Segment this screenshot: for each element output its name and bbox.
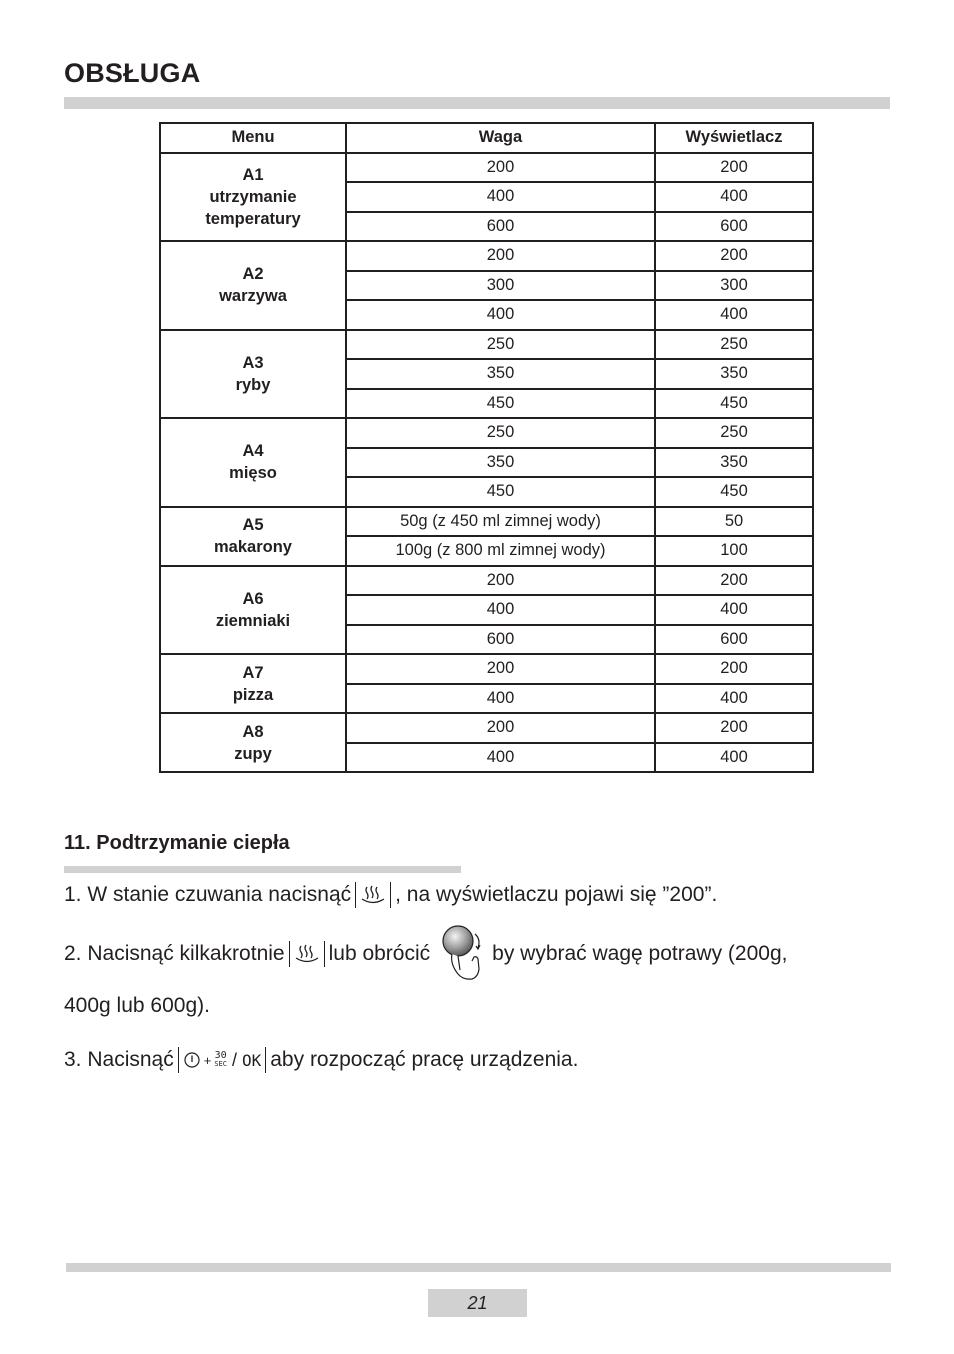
display-cell: 200 [655, 153, 813, 183]
display-cell: 600 [655, 625, 813, 655]
step-2-continuation: 400g lub 600g). [64, 994, 210, 1017]
page-title: OBSŁUGA [64, 58, 201, 88]
weight-cell: 600 [346, 212, 655, 242]
menu-code: A3 [242, 353, 264, 372]
table-row [160, 330, 813, 360]
menu-cell [160, 713, 346, 772]
menu-name: ryby [235, 375, 271, 394]
weight-cell: 50g (z 450 ml zimnej wody) [346, 507, 655, 537]
menu-cell [160, 418, 346, 507]
weight-cell: 400 [346, 684, 655, 714]
weight-cell: 200 [346, 153, 655, 183]
display-cell: 400 [655, 182, 813, 212]
dial-knob-icon [438, 924, 488, 984]
column-header: Waga [346, 123, 655, 153]
menu-name: zupy [234, 744, 272, 763]
column-header: Menu [160, 123, 346, 153]
display-cell: 100 [655, 536, 813, 566]
weight-cell: 200 [346, 713, 655, 743]
weight-cell: 600 [346, 625, 655, 655]
column-header: Wyświetlacz [655, 123, 813, 153]
display-cell: 400 [655, 743, 813, 773]
menu-code: A2 [242, 265, 264, 284]
menu-cell [160, 153, 346, 242]
table-body [160, 153, 813, 773]
display-cell: 450 [655, 389, 813, 419]
menu-cell [160, 241, 346, 330]
weight-cell: 400 [346, 743, 655, 773]
section-title: 11. Podtrzymanie ciepła [64, 832, 290, 854]
sec-label: SEC [214, 1060, 227, 1068]
step-3-text: 3. Nacisnąć [64, 1048, 174, 1071]
display-cell: 200 [655, 566, 813, 596]
menu-cell [160, 330, 346, 419]
table-row [160, 713, 813, 743]
power-icon [183, 1051, 201, 1069]
weight-cell: 350 [346, 359, 655, 389]
menu-name: utrzymanie [209, 187, 297, 206]
step-2 [64, 924, 787, 984]
slash-label: / [231, 1049, 237, 1070]
weight-cell: 400 [346, 182, 655, 212]
menu-code: A8 [242, 722, 264, 741]
step-3-text-end: aby rozpocząć pracę urządzenia. [270, 1048, 579, 1071]
weight-cell: 200 [346, 654, 655, 684]
step-1 [64, 882, 717, 908]
keep-warm-icon [355, 882, 391, 908]
table-row [160, 418, 813, 448]
weight-cell: 250 [346, 418, 655, 448]
weight-cell: 250 [346, 330, 655, 360]
menu-cell [160, 566, 346, 655]
display-cell: 450 [655, 477, 813, 507]
weight-cell: 300 [346, 271, 655, 301]
menu-name: warzywa [219, 287, 287, 306]
start-icon [178, 1047, 267, 1073]
ok-label: OK [241, 1050, 262, 1070]
display-cell: 350 [655, 448, 813, 478]
step-2-text-middle: lub obrócić [328, 942, 431, 965]
table-header-row [160, 123, 813, 153]
display-cell: 250 [655, 418, 813, 448]
step-1-text-end: , na wyświetlaczu pojawi się ”200”. [395, 883, 718, 906]
table-row [160, 241, 813, 271]
menu-code: A7 [242, 663, 264, 682]
header-divider [64, 97, 890, 109]
step-1-text: 1. W stanie czuwania nacisnąć [64, 883, 352, 906]
display-cell: 50 [655, 507, 813, 537]
menu-code: A5 [242, 516, 264, 534]
display-cell: 200 [655, 654, 813, 684]
table-row [160, 654, 813, 684]
weight-cell: 350 [346, 448, 655, 478]
thirty-label: 30 [214, 1050, 227, 1061]
table-row [160, 153, 813, 183]
keep-warm-icon [289, 941, 325, 967]
step-2-text: 2. Nacisnąć kilkakrotnie [64, 942, 285, 965]
weight-cell: 450 [346, 389, 655, 419]
menu-cell [160, 654, 346, 713]
menu-name: mięso [229, 464, 277, 483]
display-cell: 400 [655, 684, 813, 714]
menu-name: temperatury [205, 209, 301, 228]
footer-divider [66, 1263, 891, 1272]
weight-cell: 200 [346, 566, 655, 596]
display-cell: 400 [655, 595, 813, 625]
page-number: 21 [428, 1289, 527, 1317]
table-row [160, 566, 813, 596]
cooking-table [159, 122, 814, 773]
display-cell: 400 [655, 300, 813, 330]
menu-code: A1 [242, 165, 264, 184]
menu-cell [160, 507, 346, 566]
menu-name: makarony [214, 538, 292, 556]
weight-cell: 100g (z 800 ml zimnej wody) [346, 536, 655, 566]
step-2-text-end: by wybrać wagę potrawy (200g, [492, 942, 788, 965]
display-cell: 250 [655, 330, 813, 360]
weight-cell: 450 [346, 477, 655, 507]
display-cell: 600 [655, 212, 813, 242]
display-cell: 200 [655, 713, 813, 743]
weight-cell: 200 [346, 241, 655, 271]
weight-cell: 400 [346, 595, 655, 625]
step-3 [64, 1047, 578, 1073]
display-cell: 200 [655, 241, 813, 271]
weight-cell: 400 [346, 300, 655, 330]
display-cell: 300 [655, 271, 813, 301]
display-cell: 350 [655, 359, 813, 389]
menu-name: ziemniaki [215, 611, 291, 630]
plus-label: + [203, 1052, 212, 1068]
menu-name: pizza [232, 685, 274, 704]
section-divider [64, 866, 461, 873]
menu-code: A4 [242, 442, 264, 461]
table-row [160, 507, 813, 537]
menu-code: A6 [242, 589, 264, 608]
